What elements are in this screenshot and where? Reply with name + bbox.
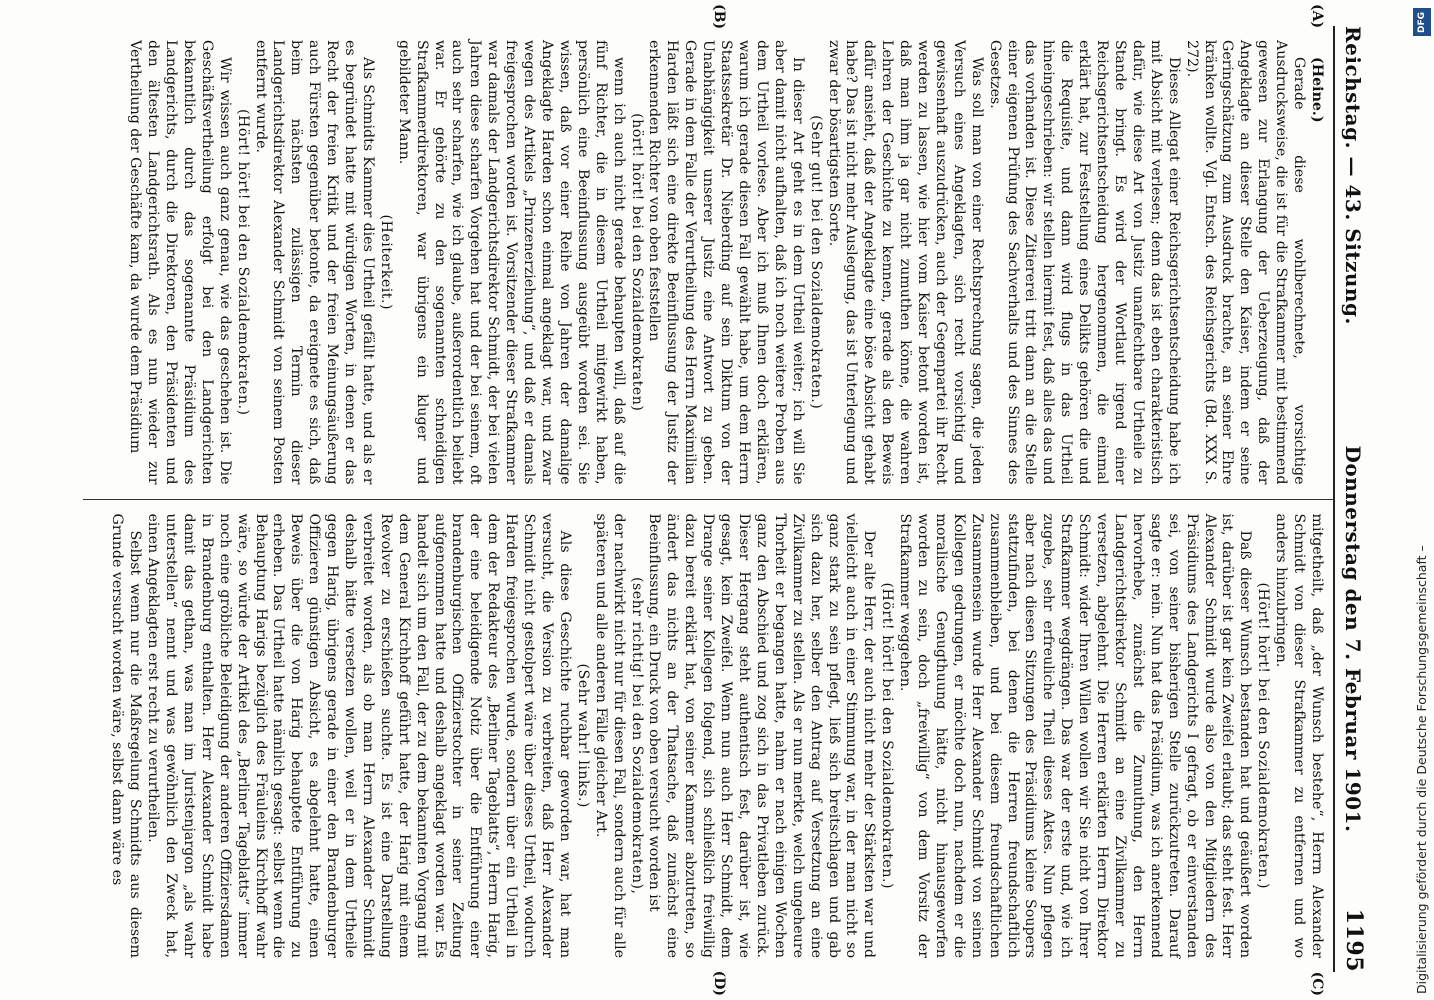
header-session: Reichstag. — 43. Sitzung. xyxy=(1341,26,1365,325)
digitization-credit xyxy=(1410,0,1434,1000)
paragraph: Was soll man von einer Rechtsprechung sagen, die jeden Versuch eines Angeklagten, sich recht vorsichtig und gewissenhaft auszudrücken, auch der Gegenpartei ihr Recht werden zu lassen, wie hier vom Kaiser betont worden ist, daß man ihm ja gar nicht zumuthen könne, die wahren Lehren der Geschichte zu kennen, gerade als den Beweis dafür ansieht, daß der Angeklagte eine böse Absicht gehabt habe? Das ist nicht mehr Auslegung, das ist Unterlegung und zwar der bösartigsten Sorte. xyxy=(825,40,985,485)
margin-marker-c: (C) xyxy=(1309,971,1325,996)
dfg-logo: DFG xyxy=(1413,8,1431,36)
paragraph: Dieses Allegat einer Reichsgerichtsentscheidung habe ich mit Absicht mit verlesen; denn das ist eben charakteristisch dafür, wie diese Art von Justiz unanfechtbare Urtheile zu Stande bringt. Es wird der Wortlaut irgend einer Reichsgerichtsentscheidung hergenommen, die einmal erklärt hat, zur Feststellung eines Delikts gehören die und die Requisite, und dann wird flugs in das Urtheil hineingeschrieben: wir stellen hiermit fest, daß alles das und das vorhanden ist. Diese Zitiererei tritt dann an die Stelle einer eigenen Prüfung des Sachverhalts und des Sinnes des Gesetzes. xyxy=(986,40,1182,485)
paragraph: Als diese Geschichte ruchbar geworden war, hat man versucht, die Version zu verbreiten, daß Herr Alexander Schmidt nicht gestolpert wäre über dieses Urtheil, wodurch Harden freigesprochen wurde, sondern über ein Urtheil in dem der Redakteur des „Berliner Tageblatts“, Herrn Harig, der eine beleidigende Notiz über die Entführung einer brandenburgischen Offizierstochter in seiner Zeitung aufgenommen hatte und deshalb angeklagt worden war. Es handelt sich um den Fall, der zu dem bekannten Vorgang mit dem General Kirchhoff geführt hatte, der Harig mit einem Revolver zu erschießen suchte. Es ist eine Darstellung verbreitet worden, als ob man Herrn Alexander Schmidt deshalb hätte versetzen wollen, weil er in dem Urtheile gegen Harig, übrigens gerade in einer den Brandenburger Offizieren günstigen Absicht, es abgelehnt hatte, einen Beweis über die von Harig behauptete Entführung zu erheben. Das Urtheil hatte nämlich gesagt: selbst wenn die Behauptung Harigs bezüglich des Fräuleins Kirchhoff wahr wäre, so würde der Artikel des „Berliner Tageblatts“ immer noch eine gröbliche Beleidigung der anderen Offiziersdamen in Brandenburg enthalten. Herr Alexander Schmidt habe damit das gethan, was man im Juristenjargon „als wahr unterstellen“ nennt und was gewöhnlich den Zweck hat, einen Angeklagten erst recht zu verurtheilen. xyxy=(145,513,573,958)
margin-marker-b: (B) xyxy=(711,4,727,30)
rotated-page-content xyxy=(35,0,1395,1000)
page-number: 1195 xyxy=(1341,908,1367,972)
page-header xyxy=(1333,26,1385,972)
interjection: (Sehr wahr! links.) xyxy=(574,663,591,808)
interjection: (hört! hört! bei den Sozialdemokraten) xyxy=(628,113,645,412)
paragraph: Wir wissen auch ganz genau, wie das geschehen ist. Die Geschäftsvertheilung erfolgt bei den Landgerichten bekanntlich durch das sogenannte Präsidium des Landgerichts, durch die Direktoren, den Präsidenten und den ältesten Landgerichtsrath. Als es nun wieder zur Vertheilung der Geschäfte kam, da wurde dem Präsidium xyxy=(127,40,233,485)
paragraph: Gerade diese wohlberechnete, vorsichtige Ausdrucksweise, die ist für die Strafkammer mit bestimmend gewesen zur Erlangung der Ueberzeugung, daß der Angeklagte an dieser Stelle den Kaiser, indem er seine Geringschätzung zum Ausdruck brachte, an seiner Ehre kränken wollte. Vgl. Entsch. des Reichsgerichts (Bd. XXX S. 272). xyxy=(1183,40,1308,485)
left-column xyxy=(83,4,1333,499)
credit-text: Digitalisierung gefördert durch die Deutsche Forschungsgemeinschaft – xyxy=(1414,545,1429,994)
speaker-name: (Heine.) xyxy=(1309,57,1325,123)
interjection: (Sehr gut! bei den Sozialdemokraten.) xyxy=(807,115,824,410)
interjection: (sehr richtig! bei den Sozialdemokraten), xyxy=(628,576,645,895)
paragraph: In dieser Art geht es in dem Urtheil weiter; ich will Sie aber damit nicht aufhalten, daß ich noch weitere Proben aus dem Urtheil vorlese. Aber ich muß Ihnen doch erklären, warum ich gerade diesen Fall gewählt habe, um dem Herrn Staatssekretär Dr. Nieberding auf sein Diktum von der Unabhängigkeit unserer Justiz eine Antwort zu geben. Gerade in dem Falle der Verurtheilung des Herrn Maximilian Harden läßt sich eine direkte Beeinflussung der Justiz der erkennenden Richter von oben feststellen xyxy=(646,40,806,485)
right-column xyxy=(83,499,1333,996)
interjection: (Heiterkeit.) xyxy=(377,214,394,310)
interjection: (Hört! hört! bei den Sozialdemokraten.) xyxy=(879,582,896,890)
margin-marker-d: (D) xyxy=(711,970,727,996)
paragraph: mitgetheilt, daß „der Wunsch bestehe“, Herrn Alexander Schmidt von dieser Strafkammer zu entfernen und wo anders hinzubringen. xyxy=(1273,513,1325,958)
paragraph: Daß dieser Wunsch bestanden hat und geäußert worden ist, darüber ist gar kein Zweifel erlaubt; das steht fest. Herr Alexander Schmidt wurde also von den Mitgliedern des Präsidiums des Landgerichts I gefragt, ob er einverstanden sei, von seiner bisherigen Stelle zurückzutreten. Darauf sagte er: nein. Nun hat das Präsidium, was ich anerkennend hervorhebe, zunächst die Zumuthung, den Herrn Landgerichtsdirektor Schmidt an eine Zivilkammer zu versetzen, abgelehnt. Die Herren erklärten Herrn Direktor Schmidt: wider Ihren Willen wollen wir Sie nicht von Ihrer Strafkammer wegdrängen. Das war der erste und, wie ich zugebe, sehr erfreuliche Theil dieses Aktes. Nun pflegen aber nach diesen Sitzungen des Präsidiums kleine Soupers stattzufinden, bei denen die Herren freundschaftlich zusammenbleiben, und bei diesem freundschaftlichen Zusammensein wurde Herr Alexander Schmidt von seinen Kollegen gedrungen, er möchte doch nun, nachdem er die moralische Genugthuung hätte, nicht hinausgeworfen worden zu sein, doch „freiwillig“ von dem Vorsitz der Strafkammer weggehen. xyxy=(897,513,1254,958)
text-columns xyxy=(83,4,1333,996)
paragraph: Der alte Herr, der auch nicht mehr der Stärksten war und vielleicht auch in einer Stimmung war, in der man nicht so ganz stark zu sein pflegt, ließ sich breitschlagen und gab sich dazu her, selber den Antrag auf Versetzung an eine Zivilkammer zu stellen. Als er nun merkte, welch ungeheure Thorheit er begangen hatte, nahm er nach einigen Wochen ganz den Abschied und zog sich in das Privatleben zurück. Dieser Hergang steht authentisch fest, darüber ist, wie gesagt, kein Zweifel. Wenn nun auch Herr Schmidt, dem Drange seiner Kollegen folgend, sich schließlich freiwillig dazu bereit erklärt hat, von seiner Kammer abzutreten, so ändert das nichts an der Thatsache, daß zunächst eine Beeinflussung, ein Druck von oben versucht worden ist xyxy=(646,513,878,958)
paragraph: Selbst wenn nur die Maßregelung Schmidts aus diesem Grunde versucht worden wäre, selbst dann wäre es xyxy=(109,513,144,958)
header-date: Donnerstag den 7. Februar 1901. xyxy=(1341,445,1365,833)
interjection: (Hört! hört! bei den Sozialdemokraten.) xyxy=(1255,582,1272,890)
interjection: (Hört! hört! bei den Sozialdemokraten.) xyxy=(234,108,251,416)
paragraph: wenn ich auch nicht gerade behaupten will, daß auf die fünf Richter, die in diesem Urtheil mitgewirkt haben, persönlich eine Beeinflussung ausgeübt worden sei. Sie wissen, daß vor einer Reihe von Jahren der damalige Angeklagte Harden schon einmal angeklagt war, und zwar wegen des Artikels „Prinzenerziehung“, und daß er damals freigesprochen worden ist. Vorsitzender dieser Strafkammer war damals der Landgerichtsdirektor Schmidt, der bei vielen Jahren diese scharfen Vorgehen hat und der bei seinem, oft auch sehr scharfen, wie ich glaube, außerordentlich beliebt war. Er gehörte zu den sogenannten schneidigen Strafkammerdirektoren, war übrigens ein kluger und gebildeter Mann. xyxy=(395,40,627,485)
margin-marker-a: (A) xyxy=(1309,4,1325,29)
paragraph: der nachwirkt nicht nur für diesen Fall, sondern auch für alle späteren und alle anderen Fälle gleicher Art. xyxy=(592,513,627,958)
paragraph: Als Schmidts Kammer dies Urtheil gefällt hatte, und als er es begründet hatte mit würdigen Worten, in denen er das Recht der freien Kritik und der freien Meinungsäußerung auch Fürsten gegenüber betonte, da ereignete es sich, daß beim nächsten zulässigen Termin dieser Landgerichtsdirektor Alexander Schmidt von seinem Posten entfernt wurde. xyxy=(252,40,376,485)
